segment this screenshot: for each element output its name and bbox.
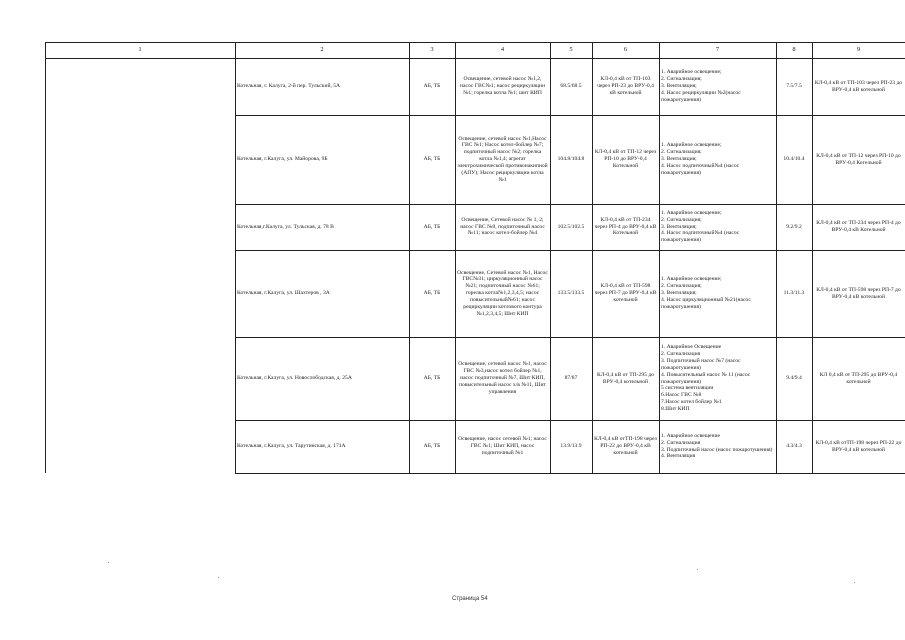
table-cell-power2: 9.2/9.2 <box>786 223 802 230</box>
table-cell-reserve: 1. Аварийное Освещение 2. Сигнализация 3. Подпиточный насос №7 (насос пожаротушения) 4. Повысительный насос № 11 (насос пожаротушения) 5 система вентиляции 6.Насос ГВС №8 7.Насос котел бойлер №1 8.Шит КИП <box>661 344 751 412</box>
table-bottom-border <box>235 473 905 474</box>
table-cell-name: Котельная, г.Калуга, ул. Майоровa, 9Б <box>237 156 328 163</box>
table-cell-supply2: КЛ-0,4 кВ от ТП-103 через РП-23 до ВРУ-0,4 кВ котельной <box>814 79 903 93</box>
table-cell-name: Котельная, г.Калуга, ул. Новослободская, д. 25А <box>237 375 352 382</box>
page-number: Страница 54 <box>452 596 488 602</box>
column-number: 8 <box>792 46 796 54</box>
table-cell-power: 104.8/104.8 <box>557 156 585 163</box>
column-divider <box>45 42 46 473</box>
table-cell-supply: КЛ-0,4 кВ отТП-198 через РП-22 до ВРУ-0,4 кВ котельной <box>594 436 657 456</box>
table-cell-power: 13.9/13.9 <box>560 443 582 450</box>
table-cell-equipment: Освещение, сетевой насос №1,2, насос ГВС№1; насос рециркуляции №1; горелка котла №1; шит КИП <box>460 76 545 96</box>
table-cell-power2: 11.3/11.3 <box>783 290 805 297</box>
table-cell-power: 87/87 <box>564 375 578 382</box>
table-cell-supply2: КЛ-0,4 кВ от ТП-598 через РП-7 до ВРУ-0,4 кВ котельной <box>816 286 901 300</box>
table-cell-name: Котельная,г.Калуга, ул. Тульская, д. 78 В <box>237 223 334 230</box>
table-cell-name: Котельная, г.Калуга, ул. Тарутинская, д. 171А <box>237 443 346 450</box>
scan-speck <box>854 582 855 583</box>
table-cell-code: АБ, ТБ <box>423 443 441 450</box>
column-number: 2 <box>320 46 324 54</box>
table-cell-supply: КЛ-0,4 кВ от ТП-598 через РП-7 до ВРУ-0,4 кВ котельной <box>594 283 657 303</box>
table-cell-supply: КЛ-0,4 кВ от ТП-103 через РП-23 до ВРУ-0,4 кВ котельной <box>597 76 654 96</box>
table-cell-power: 102.5/102.5 <box>557 223 585 230</box>
table-cell-supply2: КЛ-0,4 кВ отТП-198 через РП-22 до ВРУ-0,4 кВ котельной <box>815 439 902 453</box>
column-number: 1 <box>138 46 142 54</box>
table-cell-power2: 4.3/4.3 <box>786 443 802 450</box>
table-cell-power2: 10.4/10.4 <box>783 156 805 163</box>
column-number: 9 <box>856 46 861 54</box>
table-cell-equipment: Освещение, насос сетевой №1; насос ГВС №1; Шит КИП, насос подпиточный №1 <box>458 436 547 456</box>
scan-speck <box>108 562 109 563</box>
table-cell-equipment: Освещение, Сетевой насос №1, Насос ГВС№31; циркуляционный насос №21; подпиточный насос №61; горелка котла№1,2,3,4,5; насос повысительный№61; насос рециркуляции котлового контура №1,2,3,4,5; Шит КИП <box>457 269 548 317</box>
table-cell-reserve: 1. Аварийное освещение; 2. Сигнализация; 3. Вентиляция; 4. Насос подпиточный№4 (насос пожаротушения) <box>661 209 740 244</box>
table-cell-power2: 7.5/7.5 <box>786 83 802 90</box>
column-number: 3 <box>430 46 434 54</box>
column-number: 5 <box>569 46 573 54</box>
column-number: 7 <box>715 46 720 54</box>
scan-speck <box>218 577 219 578</box>
table-cell-reserve: 1. Аварийное освещение; 2. Сигнализация; 3. Вентиляция; 4. Насос циркуляционный №21(насос пожаротушения) <box>661 276 751 310</box>
table-cell-name: Котельная, г. Калуга, 2-й пер. Тульский, 5А <box>237 83 341 90</box>
table-cell-supply2: КЛ-0,4 кВ от ТП-234 через РП-4 до ВРУ-0,4 кВ Котельной <box>816 220 901 233</box>
table-cell-supply: КЛ-0,4 кВ от ТП-234 через РП-4 до ВРУ-0,4 кВ Котельной <box>594 216 657 237</box>
table-cell-supply: КЛ-0,4 кВ от ТП-12 через РП-10 до ВРУ-0,4 Котельной <box>594 149 657 169</box>
table-cell-code: АБ, ТБ <box>423 375 441 382</box>
table-cell-reserve: 1. Аварийное освещение 2. Сигнализация 3. Подпиточный насос (насос пожаротушения) 4. Вентиляция <box>661 432 773 460</box>
table-cell-reserve: 1. Аварийное освещение; 2. Сигнализация; 3. Вентиляция; 4. Насос рециркуляции №2(насос пожаротушения) <box>661 69 741 103</box>
table-cell-supply2: КЛ-0,4 кВ от ТП-12 через РП-10 до ВРУ-0,4 Котельной <box>816 152 901 166</box>
column-number: 6 <box>623 46 628 54</box>
table-cell-name: Котельная, г.Калуга, ул. Шахтеров , 3А <box>237 290 330 297</box>
table-cell-supply: КЛ-0,4 кВ от ТП-295 до ВРУ-0,4 котельной <box>597 371 654 385</box>
table-cell-power: 133.5/133.5 <box>557 290 585 297</box>
table-cell-power: 68.5/68.5 <box>560 83 582 90</box>
table-cell-code: АБ, ТБ <box>423 156 441 163</box>
table-cell-code: АБ, ТБ <box>423 290 441 297</box>
table-cell-code: АБ, ТБ <box>423 223 441 230</box>
table-cell-equipment: Освещение, сетевой насос №1, насос ГВС №3,насос котел бойлер №1, насос подпиточный №7, Шит КИП, повысительный насос х/в №11, Шит управления <box>458 361 547 395</box>
scan-speck <box>697 569 698 570</box>
table-cell-equipment: Освещение, Сетевой насос № 1, 2; насос ГВС №8, подпиточный насос №11; насос котел-бойлер №4 <box>460 216 545 237</box>
table-cell-equipment: Освещение, сетевой насос №1,Насос ГВС №1; Насос котел-бойлер №7; подпиточный насос №2; горелка котла №1,4; агрегат электрохимической противонакипной (АПУ); Насос рециркуляции котла №1 <box>457 135 548 183</box>
table-cell-reserve: 1. Аварийное освещение; 2. Сигнализация; 3. Вентиляция; 4. Насос подпиточный№4 (насос пожаротушения) <box>661 142 740 176</box>
table-cell-code: АБ, ТБ <box>423 83 441 90</box>
table-cell-power2: 9.4/9.4 <box>786 375 802 382</box>
document-table <box>45 42 905 473</box>
table-cell-supply2: КЛ 0,4 кВ от ТП-295 до ВРУ-0,4 котельной <box>819 371 898 385</box>
column-number: 4 <box>500 46 505 54</box>
